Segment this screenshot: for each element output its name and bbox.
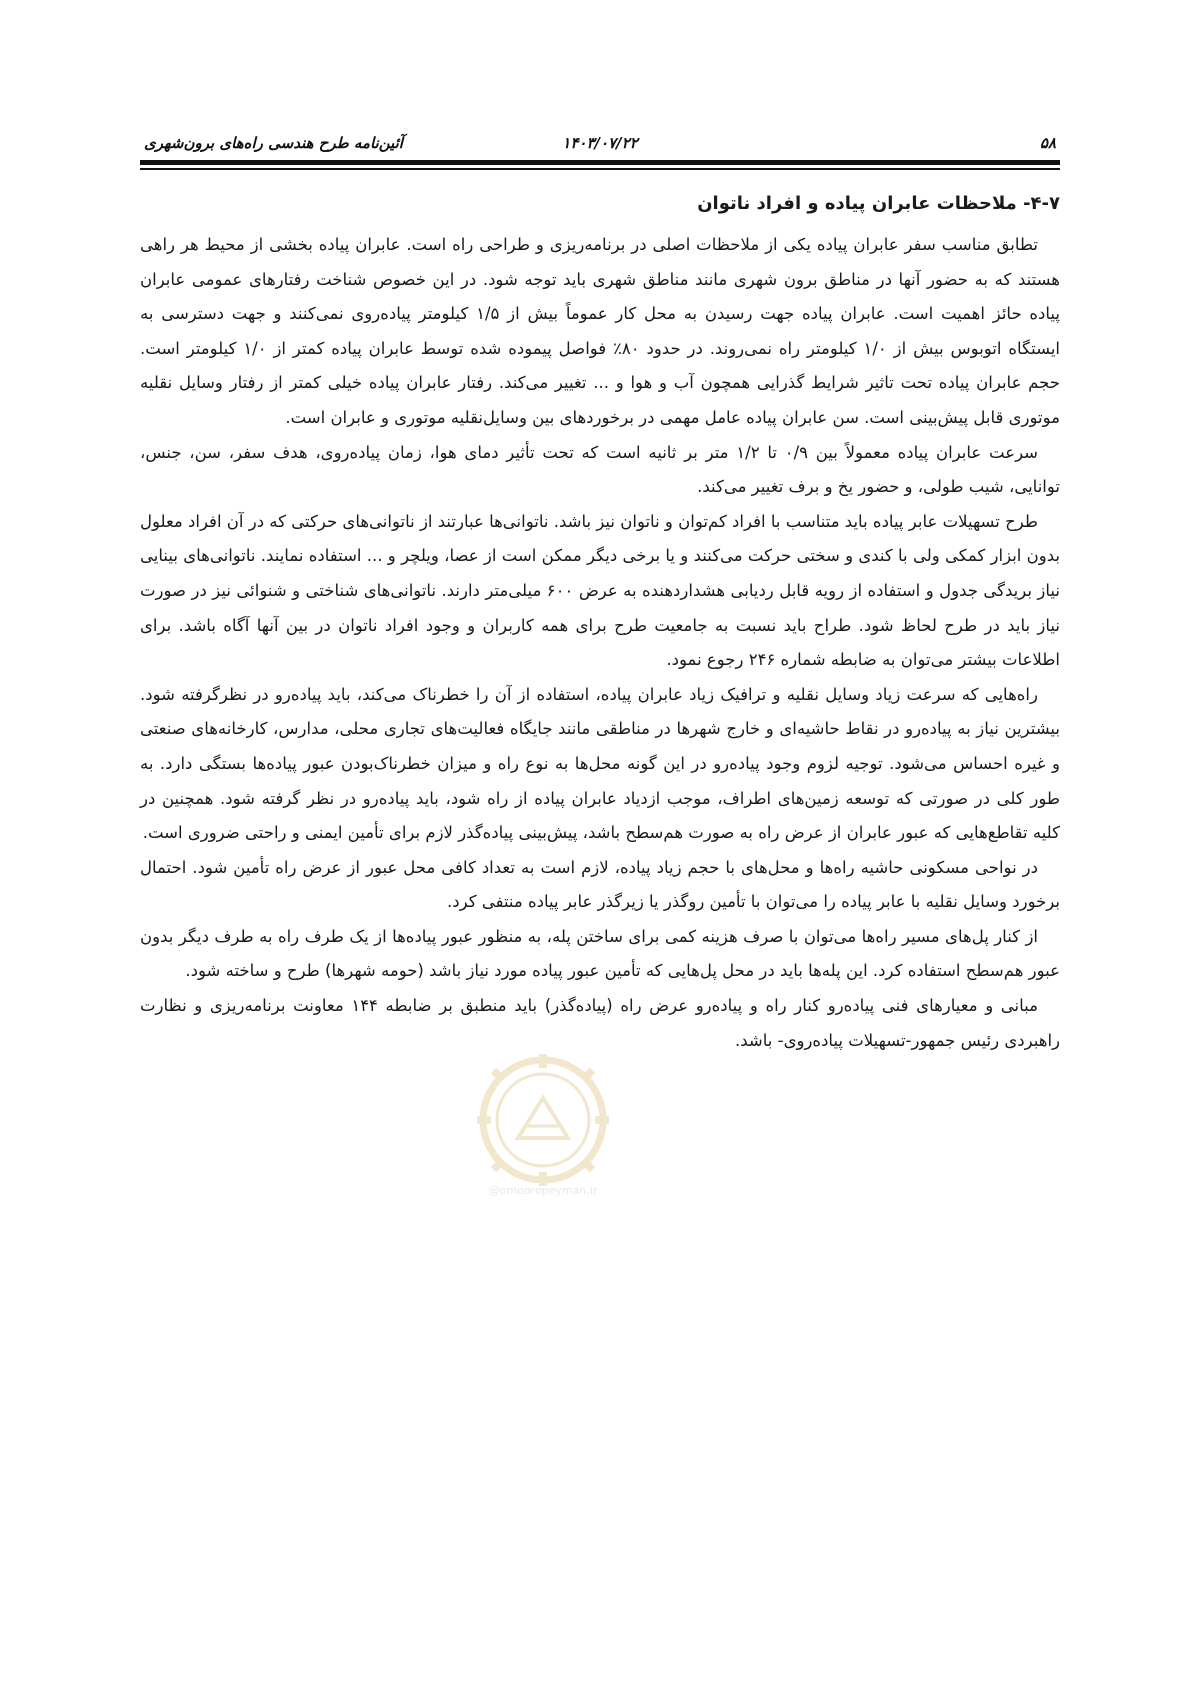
page-number: ۵۸: [1039, 134, 1056, 152]
header-rule-thick: [140, 160, 1060, 165]
section-body: [140, 186, 1060, 1058]
section-heading: ۴-۷- ملاحظات عابران پیاده و افراد ناتوان: [697, 193, 1060, 214]
page-header: [140, 128, 1060, 158]
header-title: آئین‌نامه طرح هندسی راه‌های برون‌شهری: [144, 134, 403, 152]
paragraph: راه‌هایی که سرعت زیاد وسایل نقلیه و ترافیک زیاد عابران پیاده، استفاده از آن را خطرناک می‌کند، باید پیاده‌رو در نظرگرفته شود. بیشترین نیاز به پیاده‌رو در نقاط حاشیه‌ای و خارج شهرها در مناطقی مانند جایگاه فعالیت‌های تجاری محلی، مدارس، کارخانه‌های صنعتی و غیره احساس می‌شود. توجیه لزوم وجود پیاده‌رو در این گونه محل‌ها به نوع راه و میزان خطرناک‌بودن عبور پیاده‌ها بستگی دارد. به طور کلی در صورتی که توسعه زمین‌های اطراف، موجب ازدیاد عابران پیاده از راه شود، باید پیاده‌رو در نظر گرفته شود. همچنین در کلیه تقاطع‌هایی که عبور عابران از عرض راه به صورت هم‌سطح باشد، پیش‌بینی پیاده‌گذر لازم برای تأمین ایمنی و راحتی ضروری است.: [140, 684, 1060, 843]
header-rule-thin: [140, 168, 1060, 170]
paragraph: طرح تسهیلات عابر پیاده باید متناسب با افراد کم‌توان و ناتوان نیز باشد. ناتوانی‌ها عبارتند از ناتوانی‌های حرکتی که در آن افراد معلول بدون ابزار کمکی ولی با کندی و سختی حرکت می‌کنند و یا برخی دیگر ممکن است از عصا، ویلچر و ... استفاده نمایند. ناتوانی‌های بینایی نیاز بریدگی جدول و استفاده از رویه قابل ردیابی هشداردهنده به عرض ۶۰۰ میلی‌متر دارند. ناتوانی‌های شناختی و شنوائی نیز در صورت نیاز باید در طرح لحاظ شود. طراح باید نسبت به جامعیت طرح برای همه کاربران و وجود افراد ناتوان در بین آنها آگاه باشد. برای اطلاعات بیشتر می‌توان به ضابطه شماره ۲۴۶ رجوع نمود.: [140, 511, 1060, 670]
paragraph: تطابق مناسب سفر عابران پیاده یکی از ملاحظات اصلی در برنامه‌ریزی و طراحی راه است. عابران پیاده بخشی از محیط هر راهی هستند که به حضور آنها در مناطق برون شهری مانند مناطق شهری باید توجه شود. در این خصوص شناخت رفتارهای عمومی عابران پیاده حائز اهمیت است. عابران پیاده جهت رسیدن به محل کار عموماً بیش از ۱/۵ کیلومتر پیاده‌روی نمی‌کنند و جهت دسترسی به ایستگاه اتوبوس بیش از ۱/۰ کیلومتر راه نمی‌روند. در حدود ۸۰٪ فواصل پیموده شده توسط عابران پیاده کمتر از ۱/۰ کیلومتر است. حجم عابران پیاده تحت تاثیر شرایط گذرایی همچون آب و هوا و ... تغییر می‌کند. رفتار عابران پیاده خیلی کمتر از رفتار وسایل نقلیه موتوری قابل پیش‌بینی است. سن عابران پیاده عامل مهمی در برخوردهای بین وسایل‌نقلیه موتوری و عابران است.: [140, 235, 1061, 427]
paragraph: از کنار پل‌های مسیر راه‌ها می‌توان با صرف هزینه کمی برای ساختن پله، به منظور عبور پیاده‌ها از یک طرف راه به طرف دیگر بدون عبور هم‌سطح استفاده کرد. این پله‌ها باید در محل پل‌هایی که تأمین عبور پیاده مورد نیاز باشد (حومه شهرها) طرح و ساخته شود.: [140, 926, 1060, 981]
header-date: ۱۴۰۳/۰۷/۲۲: [562, 134, 638, 152]
paragraph: سرعت عابران پیاده معمولاً بین ۰/۹ تا ۱/۲ متر بر ثانیه است که تحت تأثیر دمای هوا، زمان پیاده‌روی، هدف سفر، سن، جنس، توانایی، شیب طولی، و حضور یخ و برف تغییر می‌کند.: [140, 442, 1060, 497]
paragraph: مبانی و معیارهای فنی پیاده‌رو کنار راه و پیاده‌رو عرض راه (پیاده‌گذر) باید منطبق بر ضابطه ۱۴۴ معاونت برنامه‌ریزی و نظارت راهبردی رئیس جمهور-تسهیلات پیاده‌روی- باشد.: [140, 996, 1060, 1050]
watermark-text: @omoorepeyman.ir: [488, 1184, 598, 1197]
paragraph: در نواحی مسکونی حاشیه راه‌ها و محل‌های با حجم زیاد پیاده، لازم است به تعداد کافی محل عبور از عرض راه تأمین شود. احتمال برخورد وسایل نقلیه با عابر پیاده را می‌توان با تأمین روگذر یا زیرگذر عابر پیاده منتفی کرد.: [140, 857, 1060, 912]
watermark-logo: [468, 1048, 618, 1198]
